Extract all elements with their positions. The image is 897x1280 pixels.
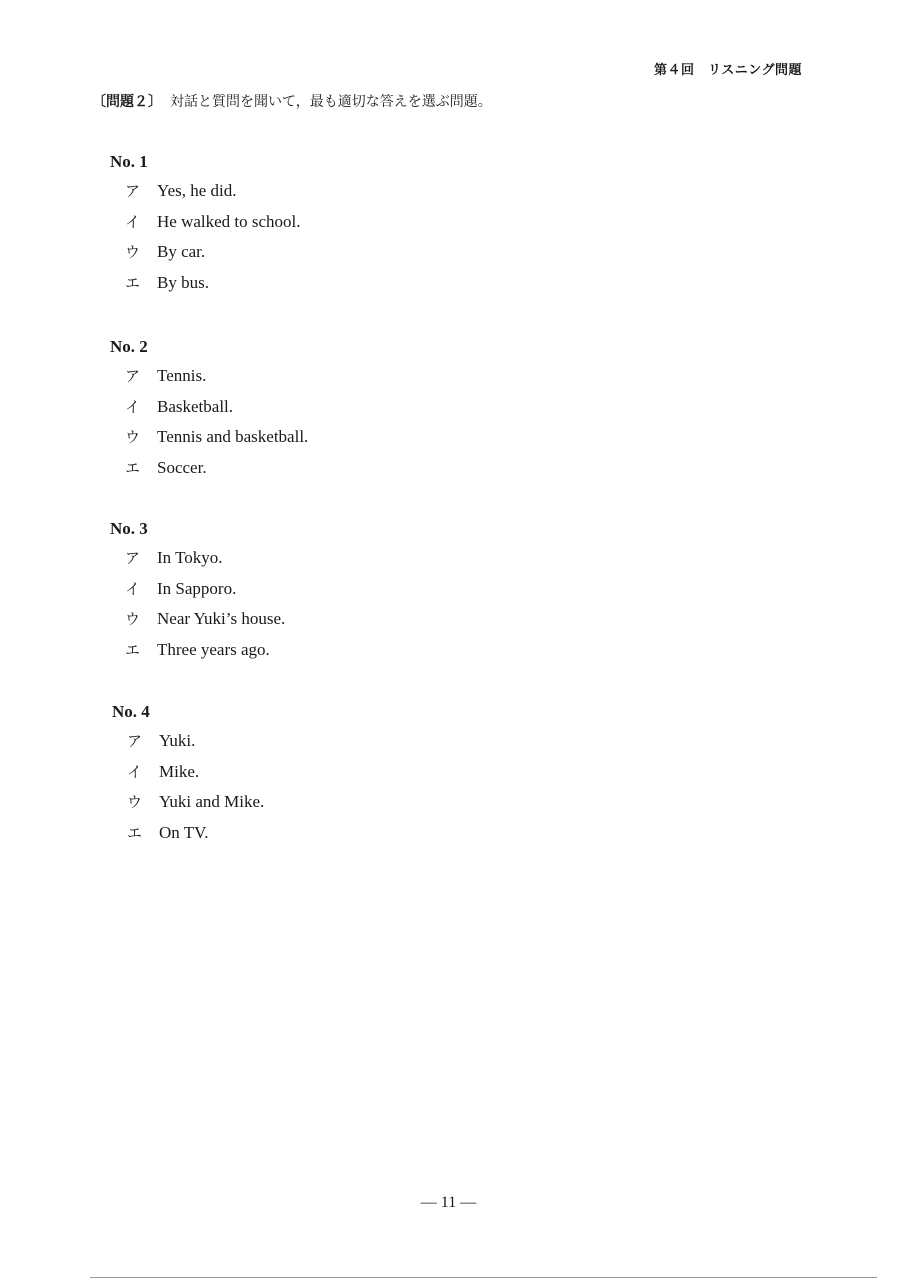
question-title: No. 2 [110, 337, 148, 356]
option-a [110, 365, 308, 396]
option-a [112, 730, 264, 761]
option-text: On TV. [159, 822, 209, 842]
option-letter: ウ [127, 793, 143, 811]
option-letter: イ [125, 579, 141, 598]
option-c [110, 426, 308, 457]
option-letter: イ [127, 762, 143, 781]
option-a [110, 547, 285, 578]
option-d [110, 457, 308, 488]
option-text: Basketball. [157, 396, 234, 416]
question-title: No. 4 [112, 702, 150, 721]
option-a [110, 180, 301, 211]
option-text: By car. [157, 242, 206, 261]
option-d [110, 272, 301, 303]
instruction-text: 対話と質問を聞いて，最も適切な答えを選ぶ問題。 [170, 94, 492, 110]
option-text: Yuki and Mike. [159, 792, 265, 811]
bottom-rule [90, 1277, 877, 1278]
option-b [110, 578, 285, 609]
option-b [110, 211, 301, 242]
instruction [92, 91, 492, 111]
option-letter: ウ [125, 428, 141, 446]
option-letter: エ [127, 823, 143, 842]
option-c [110, 241, 301, 272]
option-text: Near Yuki’s house. [157, 609, 286, 628]
option-letter: ア [125, 367, 141, 385]
option-text: In Sapporo. [157, 578, 237, 598]
question-title: No. 3 [110, 519, 148, 538]
option-d [112, 822, 264, 853]
option-letter: エ [125, 640, 141, 659]
option-text: He walked to school. [157, 211, 301, 231]
option-letter: ウ [125, 243, 141, 261]
question-4 [112, 702, 264, 852]
option-text: Three years ago. [157, 639, 270, 659]
option-text: Soccer. [157, 457, 207, 477]
page-header: 第４回 リスニング問題 [654, 63, 802, 78]
option-d [110, 639, 285, 670]
option-text: Yuki. [159, 731, 196, 750]
question-title: No. 1 [110, 152, 148, 171]
question-1 [110, 152, 301, 302]
option-letter: イ [125, 212, 141, 231]
option-b [112, 761, 264, 792]
option-letter: ア [125, 182, 141, 200]
option-letter: イ [125, 397, 141, 416]
page-number: ― 11 ― [420, 1194, 477, 1211]
option-letter: ア [125, 549, 141, 567]
question-2 [110, 337, 308, 487]
question-3 [110, 519, 285, 669]
problem-label: 〔問題２〕 [92, 94, 162, 110]
option-text: Mike. [159, 761, 200, 781]
option-text: By bus. [157, 272, 209, 292]
option-text: Tennis. [157, 366, 207, 385]
option-letter: エ [125, 273, 141, 292]
option-c [110, 608, 285, 639]
option-letter: ウ [125, 610, 141, 628]
option-text: In Tokyo. [157, 548, 223, 567]
option-letter: ア [127, 732, 143, 750]
option-letter: エ [125, 458, 141, 477]
option-c [112, 791, 264, 822]
option-text: Tennis and basketball. [157, 427, 309, 446]
option-b [110, 396, 308, 427]
option-text: Yes, he did. [157, 181, 237, 200]
